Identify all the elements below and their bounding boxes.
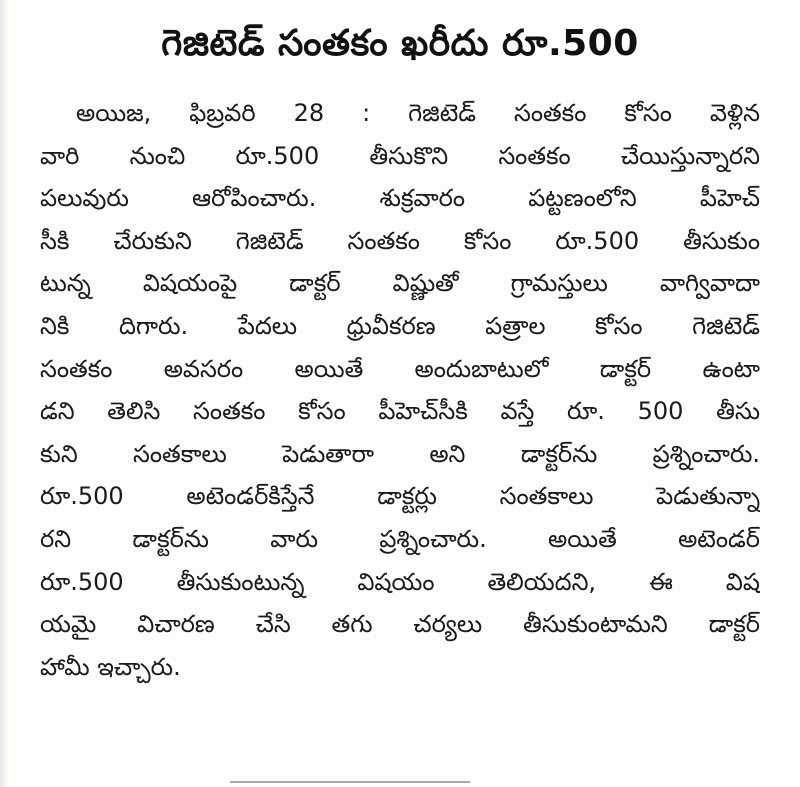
- article-line: అయిజ, ఫిబ్రవరి 28 : గెజిటెడ్ సంతకం కోసం వెళ్లిన: [76, 99, 760, 127]
- article-line: రూ.500 తీసుకుంటున్న విషయం తెలియదని, ఈ విష: [40, 567, 760, 596]
- cut-off-next-line: [230, 774, 470, 787]
- article-line: వారి నుంచి రూ.500 తీసుకొని సంతకం చేయిస్తున్నారని: [40, 141, 760, 170]
- article-line: కుని సంతకాలు పెడుతారా అని డాక్టర్‌ను ప్రశ్నించారు.: [40, 439, 760, 468]
- article-line: రూ.500 అటెండర్‌కిస్తేనే డాక్టర్లు సంతకాలు పెడుతున్నా: [40, 482, 760, 511]
- article-body: [40, 92, 760, 688]
- article-headline: గెజిటెడ్ సంతకం ఖరీదు రూ.500: [161, 23, 639, 64]
- article-line: హామీ ఇచ్చారు.: [40, 652, 181, 681]
- article-line: యమై విచారణ చేసి తగు చర్యలు తీసుకుంటామని డాక్టర్: [40, 610, 760, 639]
- article-line: సంతకం అవసరం అయితే అందుబాటులో డాక్టర్ ఉంటా: [40, 354, 760, 383]
- article-line: టున్న విషయంపై డాక్టర్ విష్ణుతో గ్రామస్తులు వాగ్వివాదా: [40, 269, 760, 298]
- clipping-edge: [0, 0, 8, 787]
- article-line: డని తెలిసి సంతకం కోసం పీహెచ్‌సీకి వస్తే రూ. 500 తీసు: [40, 397, 760, 426]
- article-line: సీకి చేరుకుని గెజిటెడ్ సంతకం కోసం రూ.500 తీసుకుం: [40, 226, 760, 255]
- article-line: నికి దిగారు. పేదలు ధ్రువీకరణ పత్రాల కోసం గెజిటెడ్: [40, 311, 760, 340]
- article-line: పలువురు ఆరోపించారు. శుక్రవారం పట్టణంలోని పీహెచ్: [40, 184, 760, 213]
- article-line: రని డాక్టర్‌ను వారు ప్రశ్నించారు. అయితే అటెండర్: [40, 524, 760, 553]
